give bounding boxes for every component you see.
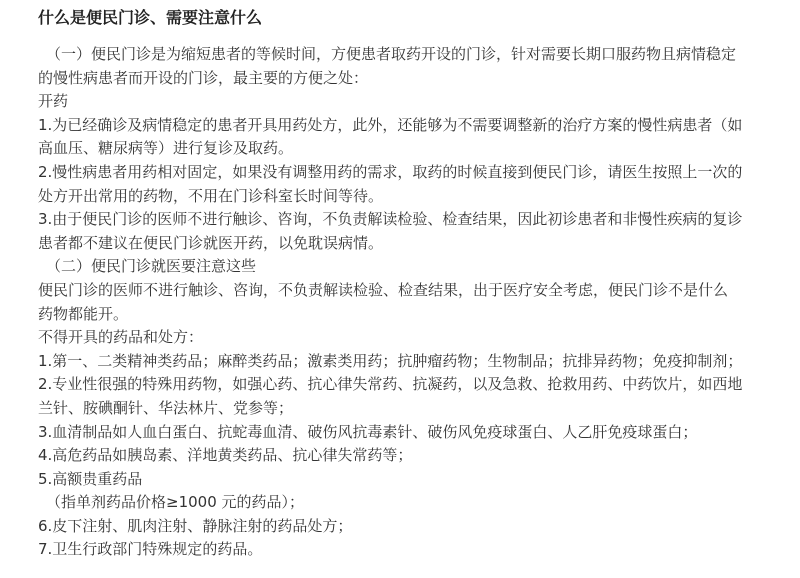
point-1-line-1: 1.为已经确诊及病情稳定的患者开具用药处方，此外，还能够为不需要调整新的治疗方案的慢性病患者（如 — [38, 115, 743, 134]
forbidden-item-4: 4.高危药品如胰岛素、洋地黄类药品、抗心律失常药等； — [38, 446, 413, 465]
section-2-intro-line-1: 便民门诊的医师不进行触诊、咨询，不负责解读检验、检查结果，出于医疗安全考虑，便民门诊不是什么 — [38, 280, 729, 299]
point-3-line-1: 3.由于便民门诊的医师不进行触诊、咨询，不负责解读检验、检查结果，因此初诊患者和非慢性疾病的复诊 — [38, 210, 743, 229]
point-3-line-2: 患者都不建议在便民门诊就医开药，以免耽误病情。 — [38, 233, 384, 252]
point-2-line-1: 2.慢性病患者用药相对固定，如果没有调整用药的需求，取药的时候直接到便民门诊，请医生按照上一次的 — [38, 162, 743, 181]
point-1-line-2: 高血压、糖尿病等）进行复诊及取药。 — [38, 139, 294, 158]
section-1-intro-line-1: （一）便民门诊是为缩短患者的等候时间，方便患者取药开设的门诊，针对需要长期口服药物且病情稳定 — [46, 45, 737, 63]
forbidden-item-5-note: （指单剂药品价格≥1000 元的药品）； — [46, 493, 305, 512]
article-title: 什么是便民门诊、需要注意什么 — [38, 8, 263, 27]
forbidden-item-2-line-2: 兰针、胺碘酮针、华法林片、党参等； — [38, 398, 294, 417]
forbidden-item-3: 3.血清制品如人血白蛋白、抗蛇毒血清、破伤风抗毒素针、破伤风免疫球蛋白、人乙肝免疫球蛋白； — [38, 422, 698, 441]
section-2-heading: （二）便民门诊就医要注意这些 — [46, 257, 257, 276]
point-2-line-2: 处方开出常用的药物，不用在门诊科室长时间等待。 — [38, 186, 384, 205]
section-2-intro-line-2: 药物都能开。 — [38, 304, 129, 323]
forbidden-list-heading: 不得开具的药品和处方： — [38, 328, 204, 347]
forbidden-item-7: 7.卫生行政部门特殊规定的药品。 — [38, 540, 263, 559]
forbidden-item-2-line-1: 2.专业性很强的特殊用药物，如强心药、抗心律失常药、抗凝药，以及急救、抢救用药、中药饮片，如西地 — [38, 375, 743, 394]
forbidden-item-1: 1.第一、二类精神类药品；麻醉类药品；激素类用药；抗肿瘤药物；生物制品；抗排异药物；免疫抑制剂； — [38, 351, 743, 370]
forbidden-item-6: 6.皮下注射、肌肉注射、静脉注射的药品处方； — [38, 516, 353, 535]
subheading-prescribe: 开药 — [38, 92, 69, 111]
forbidden-item-5: 5.高额贵重药品 — [38, 469, 143, 488]
article-body — [38, 43, 788, 562]
section-1-intro-line-2: 的慢性病患者而开设的门诊，最主要的方便之处： — [38, 68, 369, 87]
